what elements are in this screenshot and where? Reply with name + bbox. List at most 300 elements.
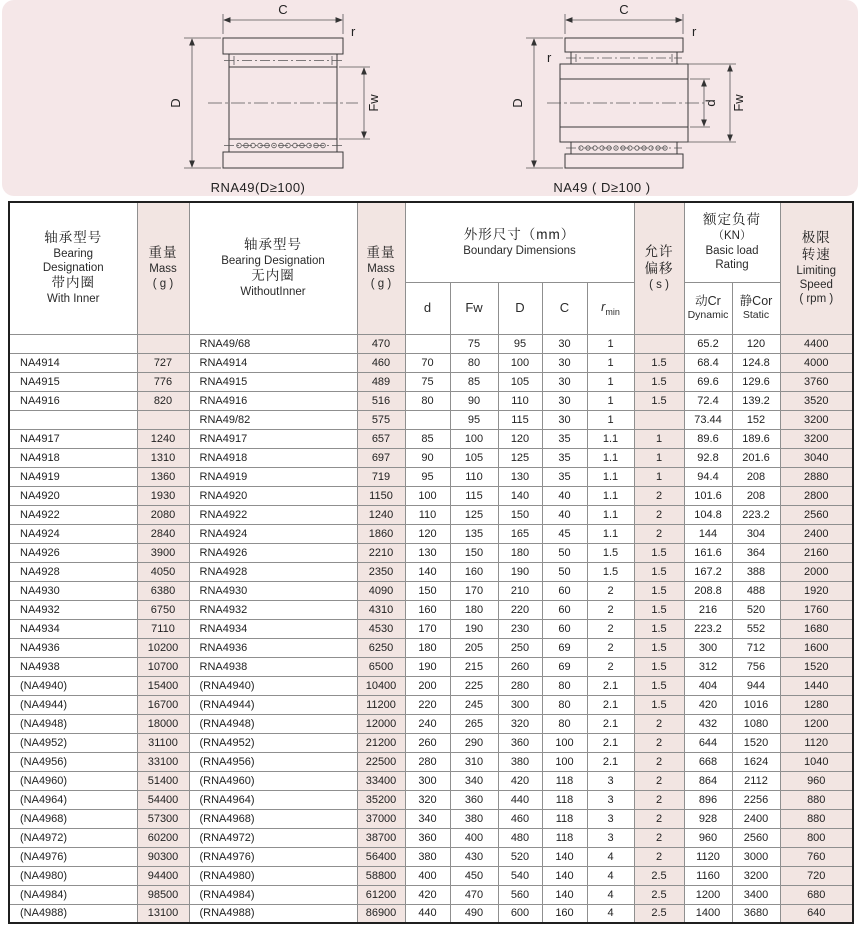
cell-mass-without-inner: 58800 (357, 866, 405, 885)
cell-d: 320 (405, 790, 450, 809)
cell-na-designation: (NA4972) (9, 828, 137, 847)
cell-na-designation: NA4917 (9, 429, 137, 448)
cell-c: 30 (542, 410, 587, 429)
header-boundary-dimensions: 外形尺寸（mm） Boundary Dimensions (405, 202, 634, 282)
cell-na-designation: (NA4952) (9, 733, 137, 752)
cell-static-cor: 3000 (732, 847, 780, 866)
cell-rna-designation: (RNA4960) (189, 771, 357, 790)
table-row (9, 866, 853, 885)
cell-na-designation: NA4930 (9, 581, 137, 600)
cell-misalignment-s: 2.5 (634, 866, 684, 885)
cell-misalignment-s: 1.5 (634, 657, 684, 676)
cell-fw: 180 (450, 600, 498, 619)
cell-c: 40 (542, 486, 587, 505)
cell-rna-designation: (RNA4940) (189, 676, 357, 695)
cell-na-designation: NA4934 (9, 619, 137, 638)
cell-limiting-rpm: 1200 (780, 714, 853, 733)
cell-limiting-rpm: 3520 (780, 391, 853, 410)
cell-c: 118 (542, 790, 587, 809)
cell-limiting-rpm: 1120 (780, 733, 853, 752)
cell-rmin: 3 (587, 828, 634, 847)
cell-misalignment-s: 2 (634, 828, 684, 847)
cell-rna-designation: RNA4938 (189, 657, 357, 676)
cell-static-cor: 223.2 (732, 505, 780, 524)
cell-mass-without-inner: 719 (357, 467, 405, 486)
cell-d: 110 (405, 505, 450, 524)
cell-mass-with-inner (137, 334, 189, 353)
cell-dynamic-cr: 312 (684, 657, 732, 676)
cell-d: 380 (405, 847, 450, 866)
cell-limiting-rpm: 800 (780, 828, 853, 847)
cell-rna-designation: RNA4926 (189, 543, 357, 562)
cell-static-cor: 756 (732, 657, 780, 676)
cell-c: 100 (542, 752, 587, 771)
cell-rna-designation: (RNA4980) (189, 866, 357, 885)
cell-rna-designation: (RNA4984) (189, 885, 357, 904)
table-row (9, 657, 853, 676)
cell-c: 140 (542, 866, 587, 885)
cell-fw: 80 (450, 353, 498, 372)
table-row (9, 809, 853, 828)
cell-mass-with-inner: 6380 (137, 581, 189, 600)
cell-rmin: 2.1 (587, 752, 634, 771)
cell-limiting-rpm: 680 (780, 885, 853, 904)
bearing-drawing-rna49-icon (108, 2, 408, 188)
cell-c: 50 (542, 543, 587, 562)
cell-misalignment-s: 1.5 (634, 353, 684, 372)
cell-misalignment-s: 2 (634, 771, 684, 790)
dim-label-r-top: r (692, 24, 697, 39)
cell-static-cor: 1016 (732, 695, 780, 714)
cell-fw: 85 (450, 372, 498, 391)
cell-limiting-rpm: 880 (780, 790, 853, 809)
cell-na-designation: (NA4984) (9, 885, 137, 904)
cell-mass-without-inner: 61200 (357, 885, 405, 904)
cell-outer-d: 420 (498, 771, 542, 790)
cell-c: 30 (542, 372, 587, 391)
cell-dynamic-cr: 668 (684, 752, 732, 771)
cell-dynamic-cr: 144 (684, 524, 732, 543)
cell-rna-designation: (RNA4976) (189, 847, 357, 866)
cell-rna-designation: RNA4920 (189, 486, 357, 505)
cell-rna-designation: (RNA4952) (189, 733, 357, 752)
cell-outer-d: 520 (498, 847, 542, 866)
cell-d (405, 334, 450, 353)
cell-fw: 430 (450, 847, 498, 866)
cell-mass-with-inner: 1310 (137, 448, 189, 467)
cell-rna-designation: (RNA4964) (189, 790, 357, 809)
header-outer-d: D (498, 282, 542, 334)
cell-dynamic-cr: 92.8 (684, 448, 732, 467)
cell-static-cor: 552 (732, 619, 780, 638)
cell-rna-designation: RNA4915 (189, 372, 357, 391)
cell-d: 280 (405, 752, 450, 771)
cell-mass-with-inner: 6750 (137, 600, 189, 619)
dim-label-r-left: r (547, 50, 552, 65)
cell-fw: 400 (450, 828, 498, 847)
cell-mass-with-inner: 4050 (137, 562, 189, 581)
cell-dynamic-cr: 73.44 (684, 410, 732, 429)
cell-c: 118 (542, 809, 587, 828)
header-mass-without: 重量 Mass ( g ) (357, 202, 405, 334)
cell-rmin: 1.1 (587, 505, 634, 524)
cell-mass-without-inner: 516 (357, 391, 405, 410)
table-row (9, 790, 853, 809)
cell-static-cor: 1520 (732, 733, 780, 752)
cell-d: 190 (405, 657, 450, 676)
cell-misalignment-s: 1.5 (634, 543, 684, 562)
cell-c: 69 (542, 638, 587, 657)
cell-mass-without-inner: 86900 (357, 904, 405, 923)
cell-mass-with-inner: 1240 (137, 429, 189, 448)
cell-fw: 105 (450, 448, 498, 467)
cell-na-designation (9, 410, 137, 429)
cell-limiting-rpm: 1280 (780, 695, 853, 714)
cell-mass-with-inner: 7110 (137, 619, 189, 638)
cell-na-designation: NA4926 (9, 543, 137, 562)
cell-c: 30 (542, 334, 587, 353)
cell-dynamic-cr: 1120 (684, 847, 732, 866)
cell-c: 80 (542, 695, 587, 714)
cell-rmin: 3 (587, 771, 634, 790)
cell-rmin: 2.1 (587, 714, 634, 733)
cell-misalignment-s: 1 (634, 429, 684, 448)
cell-na-designation: NA4915 (9, 372, 137, 391)
cell-mass-without-inner: 6500 (357, 657, 405, 676)
table-row (9, 885, 853, 904)
cell-rna-designation: RNA4936 (189, 638, 357, 657)
table-row (9, 467, 853, 486)
cell-outer-d: 150 (498, 505, 542, 524)
cell-d: 100 (405, 486, 450, 505)
cell-dynamic-cr: 101.6 (684, 486, 732, 505)
table-row (9, 543, 853, 562)
cell-static-cor: 488 (732, 581, 780, 600)
cell-limiting-rpm: 3200 (780, 429, 853, 448)
cell-limiting-rpm: 760 (780, 847, 853, 866)
cell-rna-designation: (RNA4956) (189, 752, 357, 771)
cell-limiting-rpm: 1040 (780, 752, 853, 771)
table-row (9, 638, 853, 657)
cell-rmin: 1.1 (587, 524, 634, 543)
cell-c: 60 (542, 581, 587, 600)
cell-mass-with-inner (137, 410, 189, 429)
cell-c: 118 (542, 828, 587, 847)
cell-c: 100 (542, 733, 587, 752)
cell-rmin: 1.1 (587, 448, 634, 467)
cell-mass-with-inner: 18000 (137, 714, 189, 733)
header-static-cor: 静Cor Static (732, 282, 780, 334)
cell-c: 40 (542, 505, 587, 524)
cell-d: 85 (405, 429, 450, 448)
cell-fw: 360 (450, 790, 498, 809)
cell-c: 160 (542, 904, 587, 923)
cell-rmin: 1 (587, 353, 634, 372)
cell-outer-d: 130 (498, 467, 542, 486)
cell-fw: 450 (450, 866, 498, 885)
cell-limiting-rpm: 1760 (780, 600, 853, 619)
cell-d: 340 (405, 809, 450, 828)
cell-mass-with-inner: 31100 (137, 733, 189, 752)
cell-c: 80 (542, 714, 587, 733)
cell-mass-without-inner: 697 (357, 448, 405, 467)
cell-misalignment-s: 2 (634, 790, 684, 809)
cell-fw: 150 (450, 543, 498, 562)
cell-rna-designation: (RNA4972) (189, 828, 357, 847)
cell-mass-with-inner: 3900 (137, 543, 189, 562)
cell-misalignment-s: 1.5 (634, 391, 684, 410)
cell-outer-d: 360 (498, 733, 542, 752)
cell-rmin: 2.1 (587, 676, 634, 695)
cell-outer-d: 480 (498, 828, 542, 847)
cell-fw: 265 (450, 714, 498, 733)
cell-d: 180 (405, 638, 450, 657)
cell-c: 118 (542, 771, 587, 790)
cell-mass-without-inner: 4310 (357, 600, 405, 619)
cell-dynamic-cr: 94.4 (684, 467, 732, 486)
cell-dynamic-cr: 69.6 (684, 372, 732, 391)
dim-label-outer-d: D (510, 98, 525, 108)
cell-mass-without-inner: 2210 (357, 543, 405, 562)
cell-rmin: 3 (587, 790, 634, 809)
cell-rna-designation: RNA4924 (189, 524, 357, 543)
cell-limiting-rpm: 3040 (780, 448, 853, 467)
cell-rmin: 1.1 (587, 467, 634, 486)
header-fw: Fw (450, 282, 498, 334)
cell-limiting-rpm: 2560 (780, 505, 853, 524)
cell-static-cor: 3200 (732, 866, 780, 885)
cell-fw: 310 (450, 752, 498, 771)
cell-misalignment-s: 1.5 (634, 619, 684, 638)
table-row (9, 847, 853, 866)
cell-d: 150 (405, 581, 450, 600)
cell-rna-designation: (RNA4988) (189, 904, 357, 923)
cell-c: 140 (542, 847, 587, 866)
cell-dynamic-cr: 1200 (684, 885, 732, 904)
table-row (9, 448, 853, 467)
cell-static-cor: 189.6 (732, 429, 780, 448)
cell-limiting-rpm: 1680 (780, 619, 853, 638)
cell-outer-d: 540 (498, 866, 542, 885)
header-c: C (542, 282, 587, 334)
cell-static-cor: 1624 (732, 752, 780, 771)
cell-fw: 110 (450, 467, 498, 486)
header-dynamic-cr: 动Cr Dynamic (684, 282, 732, 334)
header-rmin: $r_{min}$ (587, 282, 634, 334)
cell-misalignment-s: 1.5 (634, 372, 684, 391)
cell-d: 130 (405, 543, 450, 562)
cell-misalignment-s: 1 (634, 448, 684, 467)
cell-na-designation: (NA4944) (9, 695, 137, 714)
cell-na-designation: NA4938 (9, 657, 137, 676)
cell-na-designation: (NA4956) (9, 752, 137, 771)
cell-mass-without-inner: 2350 (357, 562, 405, 581)
dim-label-fw: Fw (731, 94, 746, 112)
cell-static-cor: 201.6 (732, 448, 780, 467)
cell-outer-d: 600 (498, 904, 542, 923)
cell-limiting-rpm: 1600 (780, 638, 853, 657)
cell-mass-with-inner: 10700 (137, 657, 189, 676)
cell-static-cor: 3680 (732, 904, 780, 923)
cell-mass-without-inner: 4530 (357, 619, 405, 638)
cell-mass-without-inner: 4090 (357, 581, 405, 600)
cell-rmin: 1 (587, 372, 634, 391)
cell-mass-without-inner: 12000 (357, 714, 405, 733)
cell-limiting-rpm: 720 (780, 866, 853, 885)
table-row (9, 581, 853, 600)
header-without-inner: 轴承型号 Bearing Designation 无内圈 WithoutInner (189, 202, 357, 334)
table-row (9, 505, 853, 524)
cell-misalignment-s: 1.5 (634, 562, 684, 581)
cell-na-designation: (NA4960) (9, 771, 137, 790)
header-d: d (405, 282, 450, 334)
cell-rna-designation: RNA4922 (189, 505, 357, 524)
cell-mass-without-inner: 1240 (357, 505, 405, 524)
cell-dynamic-cr: 89.6 (684, 429, 732, 448)
cell-mass-with-inner: 57300 (137, 809, 189, 828)
cell-mass-with-inner: 2080 (137, 505, 189, 524)
cell-rmin: 1 (587, 334, 634, 353)
cell-fw: 205 (450, 638, 498, 657)
cell-mass-with-inner: 16700 (137, 695, 189, 714)
cell-rmin: 4 (587, 866, 634, 885)
cell-d: 240 (405, 714, 450, 733)
cell-mass-without-inner: 6250 (357, 638, 405, 657)
cell-fw: 135 (450, 524, 498, 543)
cell-rmin: 1 (587, 410, 634, 429)
cell-d: 80 (405, 391, 450, 410)
figure-caption-rna49: RNA49(D≥100) (210, 180, 306, 195)
cell-na-designation (9, 334, 137, 353)
cell-mass-without-inner: 470 (357, 334, 405, 353)
cell-misalignment-s: 2 (634, 505, 684, 524)
cell-outer-d: 115 (498, 410, 542, 429)
cell-outer-d: 460 (498, 809, 542, 828)
cell-na-designation: NA4920 (9, 486, 137, 505)
cell-misalignment-s: 2.5 (634, 904, 684, 923)
cell-outer-d: 440 (498, 790, 542, 809)
cell-limiting-rpm: 640 (780, 904, 853, 923)
cell-misalignment-s: 2 (634, 524, 684, 543)
table-row (9, 600, 853, 619)
cell-rna-designation: (RNA4948) (189, 714, 357, 733)
cell-mass-without-inner: 11200 (357, 695, 405, 714)
bearing-table (8, 201, 854, 924)
cell-rna-designation: RNA4928 (189, 562, 357, 581)
table-row (9, 752, 853, 771)
cell-static-cor: 152 (732, 410, 780, 429)
cell-c: 140 (542, 885, 587, 904)
cell-outer-d: 220 (498, 600, 542, 619)
cell-rna-designation: RNA49/82 (189, 410, 357, 429)
cell-na-designation: (NA4968) (9, 809, 137, 828)
cell-fw: 470 (450, 885, 498, 904)
header-load-rating: 额定负荷 （KN） Basic load Rating (684, 202, 780, 282)
cell-mass-without-inner: 1150 (357, 486, 405, 505)
figure-caption-na49: NA49 ( D≥100 ) (553, 180, 651, 195)
cell-mass-with-inner: 15400 (137, 676, 189, 695)
cell-outer-d: 210 (498, 581, 542, 600)
cell-dynamic-cr: 896 (684, 790, 732, 809)
header-with-inner: 轴承型号 Bearing Designation 带内圈 With Inner (9, 202, 137, 334)
cell-limiting-rpm: 1520 (780, 657, 853, 676)
cell-mass-with-inner: 2840 (137, 524, 189, 543)
cell-outer-d: 110 (498, 391, 542, 410)
table-row (9, 353, 853, 372)
cell-fw: 95 (450, 410, 498, 429)
bearing-table-body (9, 334, 853, 923)
table-row (9, 410, 853, 429)
dim-label-c: C (619, 2, 629, 17)
table-row (9, 733, 853, 752)
cell-rmin: 2 (587, 619, 634, 638)
cell-outer-d: 190 (498, 562, 542, 581)
cell-d: 140 (405, 562, 450, 581)
cell-rmin: 1.5 (587, 562, 634, 581)
cell-mass-with-inner: 98500 (137, 885, 189, 904)
cell-rmin: 4 (587, 885, 634, 904)
cell-outer-d: 260 (498, 657, 542, 676)
cell-dynamic-cr: 864 (684, 771, 732, 790)
cell-misalignment-s (634, 410, 684, 429)
cell-c: 30 (542, 391, 587, 410)
cell-misalignment-s: 1.5 (634, 676, 684, 695)
table-row (9, 904, 853, 923)
cell-fw: 115 (450, 486, 498, 505)
header-mass-with: 重量 Mass ( g ) (137, 202, 189, 334)
cell-outer-d: 100 (498, 353, 542, 372)
cell-outer-d: 140 (498, 486, 542, 505)
cell-static-cor: 364 (732, 543, 780, 562)
cell-limiting-rpm: 4000 (780, 353, 853, 372)
cell-mass-with-inner: 60200 (137, 828, 189, 847)
cell-dynamic-cr: 161.6 (684, 543, 732, 562)
cell-outer-d: 180 (498, 543, 542, 562)
cell-rmin: 1.1 (587, 486, 634, 505)
cell-fw: 380 (450, 809, 498, 828)
cell-misalignment-s: 2 (634, 809, 684, 828)
cell-rmin: 2 (587, 657, 634, 676)
cell-static-cor: 208 (732, 467, 780, 486)
cell-dynamic-cr: 1160 (684, 866, 732, 885)
cell-rmin: 2.1 (587, 695, 634, 714)
cell-outer-d: 250 (498, 638, 542, 657)
cell-c: 35 (542, 429, 587, 448)
cell-outer-d: 230 (498, 619, 542, 638)
table-row (9, 695, 853, 714)
cell-dynamic-cr: 644 (684, 733, 732, 752)
cell-d: 200 (405, 676, 450, 695)
cell-limiting-rpm: 4400 (780, 334, 853, 353)
cell-c: 60 (542, 619, 587, 638)
cell-rmin: 2 (587, 581, 634, 600)
cell-mass-without-inner: 460 (357, 353, 405, 372)
cell-na-designation: (NA4980) (9, 866, 137, 885)
cell-c: 69 (542, 657, 587, 676)
cell-limiting-rpm: 960 (780, 771, 853, 790)
cell-outer-d: 380 (498, 752, 542, 771)
cell-misalignment-s: 2.5 (634, 885, 684, 904)
cell-mass-without-inner: 657 (357, 429, 405, 448)
cell-misalignment-s: 2 (634, 733, 684, 752)
cell-na-designation: (NA4948) (9, 714, 137, 733)
cell-dynamic-cr: 68.4 (684, 353, 732, 372)
cell-rna-designation: RNA4932 (189, 600, 357, 619)
cell-outer-d: 120 (498, 429, 542, 448)
cell-fw: 245 (450, 695, 498, 714)
cell-rmin: 3 (587, 809, 634, 828)
cell-static-cor: 520 (732, 600, 780, 619)
